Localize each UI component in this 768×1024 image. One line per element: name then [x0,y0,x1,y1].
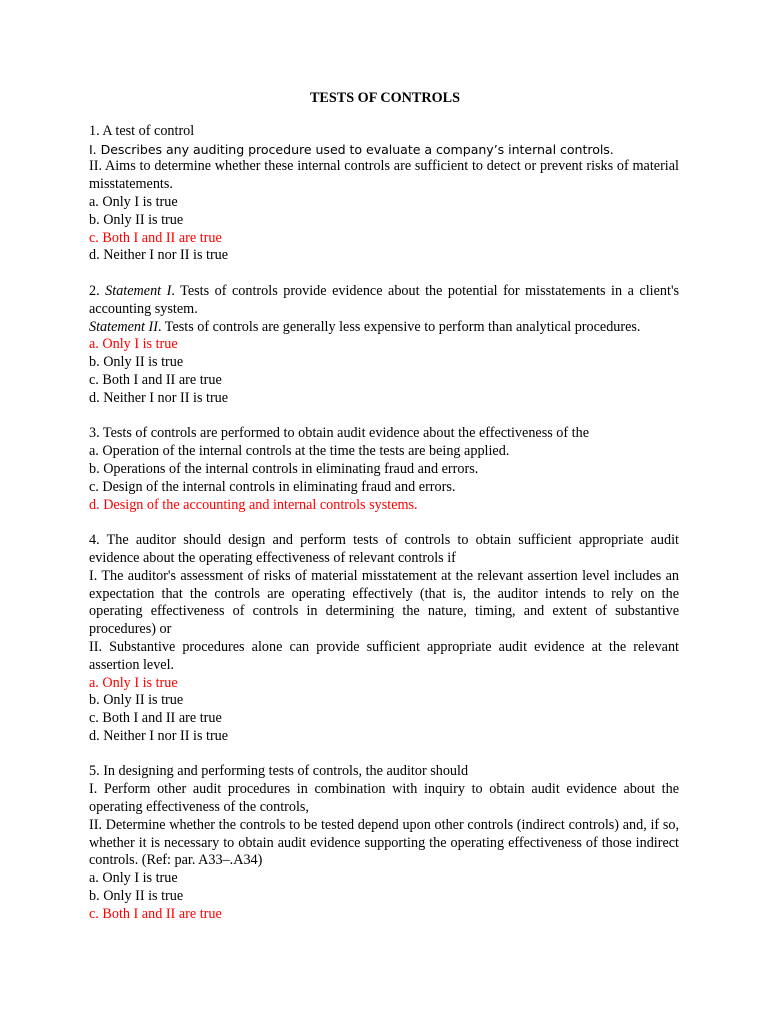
question-4-statement-1: I. The auditor's assessment of risks of material misstatement at the relevant assertion level includes an expectation that the controls are operating effectively (that is, the auditor intends to rely on the operating effectiveness of controls in determining the nature, timing, and extent of substantive procedures) or [89,567,679,638]
question-4 [89,532,679,746]
question-2-statement-2-label: Statement II [89,318,158,335]
question-2-option-c: c. Both I and II are true [89,371,222,388]
question-2-option-b: b. Only II is true [89,354,184,371]
question-1-statement-2: II. Aims to determine whether these internal controls are sufficient to detect or prevent risks of material misstatements. [89,158,679,193]
question-1-stem: 1. A test of control [89,122,195,139]
question-2-statement-2 [89,319,679,337]
question-3 [89,425,679,514]
question-4-stem: 4. The auditor should design and perform tests of controls to obtain sufficient appropriate audit evidence about the operating effectiveness of relevant controls if [89,532,679,566]
question-4-option-a-answer: a. Only I is true [89,674,178,691]
question-5-option-a: a. Only I is true [89,870,178,887]
question-4-option-d: d. Neither I nor II is true [89,727,229,744]
question-5-statement-2: II. Determine whether the controls to be tested depend upon other controls (indirect controls) and, if so, whether it is necessary to obtain audit evidence supporting the operating effectiveness of those indirect controls. (Ref: par. A33–.A34) [89,816,679,869]
question-1-option-a: a. Only I is true [89,193,178,210]
question-2-option-a-answer: a. Only I is true [89,336,178,353]
question-3-option-c: c. Design of the internal controls in eliminating fraud and errors. [89,478,456,495]
question-5-stem: 5. In designing and performing tests of controls, the auditor should [89,763,469,780]
question-3-stem: 3. Tests of controls are performed to obtain audit evidence about the effectiveness of the [89,425,589,442]
question-2 [89,283,679,408]
question-5 [89,763,679,923]
question-1-option-d: d. Neither I nor II is true [89,247,229,264]
question-2-statement-2-text: . Tests of controls are generally less expensive to perform than analytical procedures. [157,318,641,335]
question-4-option-c: c. Both I and II are true [89,710,222,727]
question-1-option-b: b. Only II is true [89,211,184,228]
question-2-number: 2. [89,282,106,299]
question-5-statement-1: I. Perform other audit procedures in combination with inquiry to obtain audit evidence about the operating effectiveness of the controls, [89,781,679,816]
question-2-statement-1-label: Statement I [105,282,172,299]
question-4-option-b: b. Only II is true [89,692,184,709]
document-page [89,90,679,941]
question-3-option-d-answer: d. Design of the accounting and internal controls systems. [89,496,418,513]
question-2-statement-1 [89,283,679,319]
question-1-option-c-answer: c. Both I and II are true [89,229,222,246]
question-3-option-a: a. Operation of the internal controls at the time the tests are being applied. [89,443,510,460]
question-2-statement-1-text: . Tests of controls provide evidence about the potential for misstatements in a client's accounting system. [89,282,680,317]
question-5-option-c-answer: c. Both I and II are true [89,905,222,922]
question-3-option-b: b. Operations of the internal controls in eliminating fraud and errors. [89,460,479,477]
question-1-statement-1: I. Describes any auditing procedure used to evaluate a company’s internal controls. [89,141,614,157]
question-4-statement-2: II. Substantive procedures alone can provide sufficient appropriate audit evidence at the relevant assertion level. [89,638,679,673]
question-2-option-d: d. Neither I nor II is true [89,389,229,406]
page-title: TESTS OF CONTROLS [309,90,461,106]
question-1 [89,123,679,265]
question-5-option-b: b. Only II is true [89,888,184,905]
